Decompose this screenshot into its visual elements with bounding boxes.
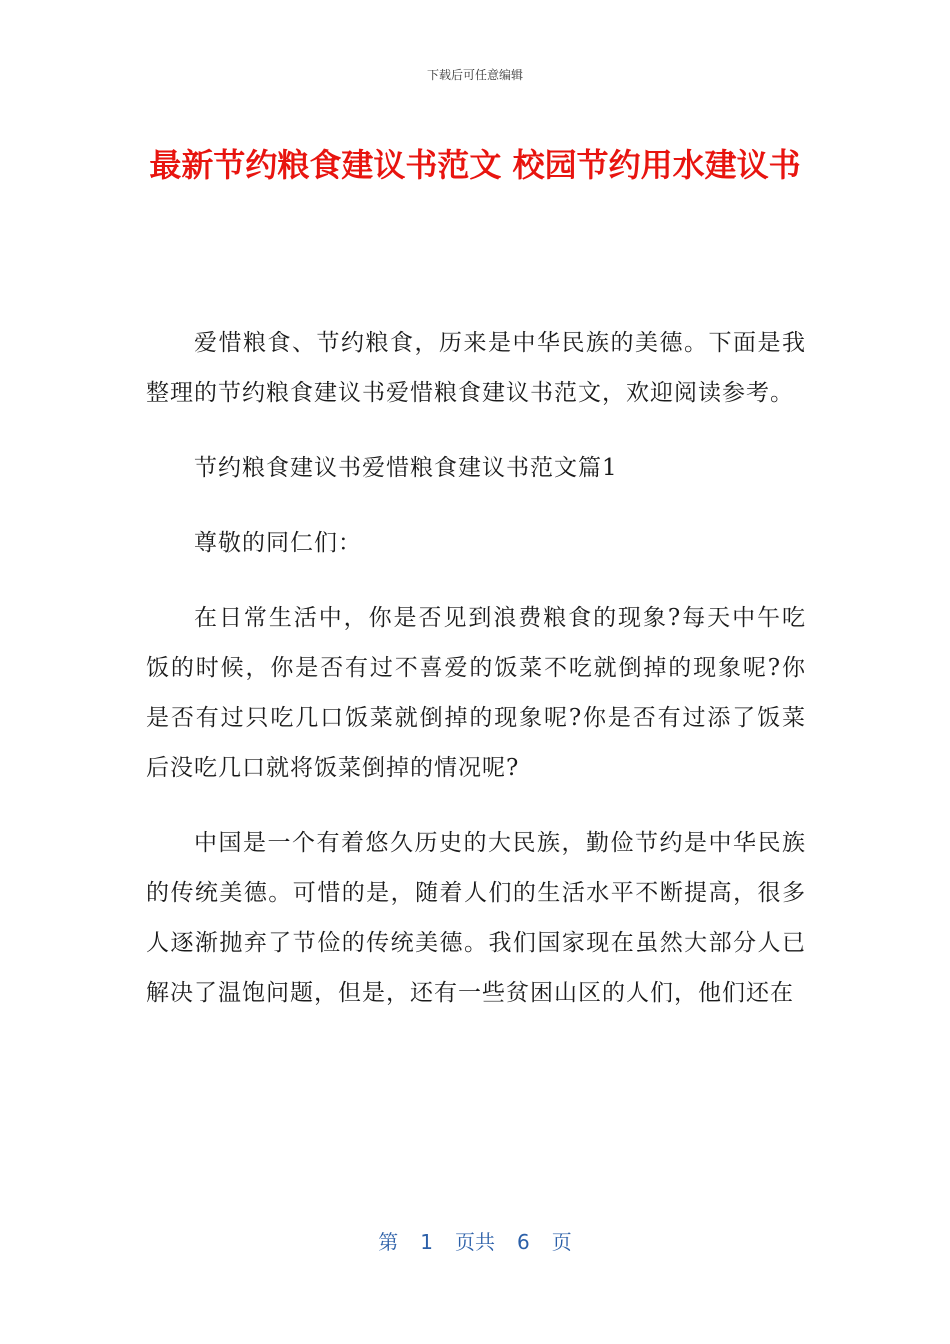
footer-page-middle: 页共 — [455, 1230, 495, 1254]
document-body — [146, 318, 806, 1043]
paragraph-section-heading: 节约粮食建议书爱惜粮食建议书范文篇1 — [194, 455, 618, 481]
paragraph-salutation: 尊敬的同仁们： — [194, 530, 362, 556]
paragraph-body-1: 在日常生活中，你是否见到浪费粮食的现象?每天中午吃饭的时候，你是否有过不喜爱的饭菜不吃就倒掉的现象呢?你是否有过只吃几口饭菜就倒掉的现象呢?你是否有过添了饭菜后没吃几口就将饭菜倒掉的情况呢? — [146, 605, 806, 781]
footer-page-prefix: 第 — [378, 1230, 399, 1254]
document-title: 最新节约粮食建议书范文 校园节约用水建议书 — [149, 146, 801, 184]
footer-page-suffix: 页 — [551, 1230, 572, 1254]
paragraph-intro: 爱惜粮食、节约粮食，历来是中华民族的美德。下面是我整理的节约粮食建议书爱惜粮食建议书范文，欢迎阅读参考。 — [146, 330, 806, 406]
page-footer — [0, 1226, 950, 1255]
footer-page-total: 6 — [517, 1230, 530, 1254]
footer-page-current: 1 — [420, 1230, 433, 1254]
paragraph-body-2: 中国是一个有着悠久历史的大民族，勤俭节约是中华民族的传统美德。可惜的是，随着人们的生活水平不断提高，很多人逐渐抛弃了节俭的传统美德。我们国家现在虽然大部分人已解决了温饱问题，但是，还有一些贫困山区的人们，他们还在 — [146, 830, 806, 1006]
header-note: 下载后可任意编辑 — [426, 68, 523, 82]
